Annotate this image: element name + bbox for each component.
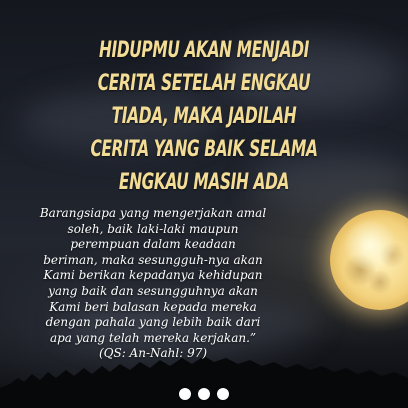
verse-line: soleh, baik laki-laki maupun bbox=[67, 221, 239, 236]
verse-line: apa yang telah mereka kerjakan.” bbox=[49, 330, 257, 345]
verse-line: Kami beri balasan kepada mereka bbox=[49, 299, 257, 314]
carousel-dot[interactable] bbox=[179, 388, 191, 400]
verse-citation: (QS: An-Nahl: 97) bbox=[98, 346, 208, 361]
headline-line: CERITA SETELAH ENGKAU bbox=[97, 71, 311, 96]
quran-verse bbox=[8, 206, 298, 362]
verse-line: yang baik dan sesungguhnya akan bbox=[48, 283, 258, 298]
verse-line: beriman, maka sesungguh-nya akan bbox=[43, 252, 263, 267]
headline-line: TIADA, MAKA JADILAH bbox=[111, 104, 297, 129]
headline-line: CERITA YANG BAIK SELAMA bbox=[90, 137, 318, 162]
headline bbox=[0, 34, 408, 199]
verse-line: Barangsiapa yang mengerjakan amal bbox=[39, 206, 267, 220]
carousel-dot[interactable] bbox=[198, 388, 210, 400]
verse-line: Kami berikan kepadanya kehidupan bbox=[43, 268, 263, 283]
headline-line: HIDUPMU AKAN MENJADI bbox=[98, 38, 310, 63]
carousel-indicator bbox=[0, 388, 408, 400]
verse-line: perempuan dalam keadaan bbox=[70, 237, 236, 252]
carousel-dot[interactable] bbox=[217, 388, 229, 400]
headline-line: ENGKAU MASIH ADA bbox=[118, 170, 290, 195]
verse-line: dengan pahala yang lebih baik dari bbox=[45, 315, 261, 330]
